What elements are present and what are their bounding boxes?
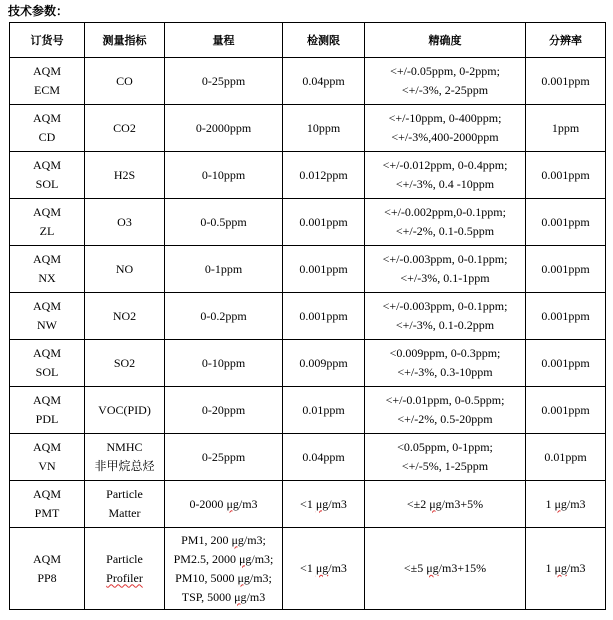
cell-line: CD xyxy=(38,130,56,144)
cell-parameter xyxy=(85,528,165,610)
cell-order-no xyxy=(10,434,85,481)
table-row xyxy=(10,152,606,199)
cell-line: H2S xyxy=(113,167,136,182)
cell-line: 0.01ppm xyxy=(544,449,587,464)
cell-range xyxy=(165,105,283,152)
cell-line: 0.01ppm xyxy=(302,402,345,417)
cell-line: 0-25ppm xyxy=(201,449,246,464)
cell-line: <0.009ppm, 0-0.3ppm; xyxy=(389,346,501,360)
cell-resolution xyxy=(526,246,606,293)
cell-line: 0.04ppm xyxy=(302,449,345,464)
cell-range xyxy=(165,481,283,528)
cell-line: <+/-3%, 0.4 -10ppm xyxy=(395,177,495,191)
cell-line: 0.001ppm xyxy=(299,261,348,276)
cell-line: 0.001ppm xyxy=(541,167,590,182)
cell-line: <+/-2%, 0.5-20ppm xyxy=(397,412,493,426)
cell-line: 0.001ppm xyxy=(299,308,348,323)
cell-line: <1 μg/m3 xyxy=(300,561,347,575)
cell-parameter xyxy=(85,340,165,387)
cell-detection-limit xyxy=(283,387,365,434)
cell-line: CO2 xyxy=(113,120,136,135)
header-accuracy: 精确度 xyxy=(365,23,526,58)
cell-range xyxy=(165,199,283,246)
table-row xyxy=(10,434,606,481)
cell-line: 0.001ppm xyxy=(541,355,590,370)
cell-line: <+/-3%, 2-25ppm xyxy=(401,83,489,97)
cell-line: AQM xyxy=(32,393,61,407)
spec-table xyxy=(9,22,606,610)
cell-line: 0.001ppm xyxy=(541,308,590,323)
cell-accuracy xyxy=(365,434,526,481)
cell-resolution xyxy=(526,199,606,246)
cell-detection-limit xyxy=(283,340,365,387)
header-resolution: 分辨率 xyxy=(526,23,606,58)
cell-line: PMT xyxy=(34,506,60,520)
cell-line: <+/-3%,400-2000ppm xyxy=(391,130,499,144)
cell-line: 0.001ppm xyxy=(541,402,590,417)
cell-line: VOC(PID) xyxy=(98,402,151,417)
cell-parameter xyxy=(85,481,165,528)
cell-line: 0-10ppm xyxy=(201,355,246,370)
cell-order-no xyxy=(10,481,85,528)
cell-line: ECM xyxy=(33,83,60,97)
cell-resolution xyxy=(526,105,606,152)
cell-resolution xyxy=(526,152,606,199)
cell-line: <+/-0.01ppm, 0-0.5ppm; xyxy=(385,393,505,407)
table-row xyxy=(10,387,606,434)
cell-parameter xyxy=(85,58,165,105)
cell-line: 1 μg/m3 xyxy=(545,561,586,575)
cell-line: SOL xyxy=(35,177,59,191)
cell-range xyxy=(165,387,283,434)
table-row xyxy=(10,340,606,387)
table-row xyxy=(10,105,606,152)
cell-detection-limit xyxy=(283,434,365,481)
cell-line: <+/-10ppm, 0-400ppm; xyxy=(388,111,502,125)
cell-line: PDL xyxy=(35,412,59,426)
cell-line: SO2 xyxy=(113,355,136,370)
cell-parameter xyxy=(85,105,165,152)
cell-range xyxy=(165,246,283,293)
cell-order-no xyxy=(10,293,85,340)
cell-accuracy xyxy=(365,293,526,340)
cell-detection-limit xyxy=(283,199,365,246)
cell-order-no xyxy=(10,199,85,246)
cell-line: 0.001ppm xyxy=(299,214,348,229)
header-order-no: 订货号 xyxy=(10,23,85,58)
cell-line: AQM xyxy=(32,440,61,454)
cell-line: NO xyxy=(115,261,134,276)
cell-detection-limit xyxy=(283,293,365,340)
cell-line: Particle xyxy=(106,551,143,566)
cell-accuracy xyxy=(365,199,526,246)
cell-parameter xyxy=(85,293,165,340)
cell-line: PM10, 5000 μg/m3; xyxy=(175,570,272,585)
cell-line: <+/-0.012ppm, 0-0.4ppm; xyxy=(382,158,508,172)
cell-line: 0.009ppm xyxy=(299,355,348,370)
cell-parameter xyxy=(85,246,165,293)
cell-line: NW xyxy=(37,318,57,332)
cell-range xyxy=(165,434,283,481)
cell-line: Particle xyxy=(106,487,143,501)
cell-accuracy xyxy=(365,340,526,387)
cell-resolution xyxy=(526,528,606,610)
cell-order-no xyxy=(10,152,85,199)
table-row xyxy=(10,246,606,293)
cell-line: 10ppm xyxy=(306,120,341,135)
cell-line: SOL xyxy=(35,365,59,379)
cell-detection-limit xyxy=(283,481,365,528)
table-row xyxy=(10,481,606,528)
cell-accuracy xyxy=(365,246,526,293)
cell-range xyxy=(165,152,283,199)
cell-order-no xyxy=(10,105,85,152)
header-detection-limit: 检测限 xyxy=(283,23,365,58)
cell-accuracy xyxy=(365,105,526,152)
cell-line: <0.05ppm, 0-1ppm; xyxy=(397,440,493,454)
cell-line: AQM xyxy=(32,64,61,78)
cell-line: AQM xyxy=(32,346,61,360)
cell-line: NX xyxy=(38,271,56,285)
header-parameter: 测量指标 xyxy=(85,23,165,58)
cell-resolution xyxy=(526,340,606,387)
cell-line: AQM xyxy=(32,111,61,125)
cell-line: AQM xyxy=(32,299,61,313)
cell-accuracy xyxy=(365,152,526,199)
cell-line: 0-1ppm xyxy=(204,261,243,276)
cell-line: AQM xyxy=(32,158,61,172)
cell-resolution xyxy=(526,434,606,481)
cell-line: NO2 xyxy=(112,308,137,323)
cell-range xyxy=(165,528,283,610)
cell-line: ZL xyxy=(39,224,55,238)
table-row xyxy=(10,58,606,105)
cell-line: PP8 xyxy=(37,570,57,585)
cell-resolution xyxy=(526,293,606,340)
cell-detection-limit xyxy=(283,58,365,105)
section-title: 技术参数： xyxy=(8,4,69,18)
cell-detection-limit xyxy=(283,246,365,293)
cell-detection-limit xyxy=(283,152,365,199)
cell-line: AQM xyxy=(32,551,61,566)
cell-parameter xyxy=(85,387,165,434)
cell-line: 0.012ppm xyxy=(299,167,348,182)
cell-line: <+/-3%, 0.3-10ppm xyxy=(397,365,493,379)
cell-line: Profiler xyxy=(106,570,143,585)
cell-line: 0.04ppm xyxy=(302,73,345,88)
cell-line: 1ppm xyxy=(551,120,580,135)
cell-line: Matter xyxy=(108,506,141,520)
cell-line: AQM xyxy=(32,487,61,501)
table-row xyxy=(10,199,606,246)
cell-range xyxy=(165,293,283,340)
cell-range xyxy=(165,340,283,387)
cell-line: PM1, 200 μg/m3; xyxy=(181,532,266,547)
cell-line: 0.001ppm xyxy=(541,73,590,88)
cell-line: 0-0.5ppm xyxy=(200,214,247,229)
cell-detection-limit xyxy=(283,105,365,152)
cell-accuracy xyxy=(365,481,526,528)
cell-accuracy xyxy=(365,387,526,434)
cell-line: <±2 μg/m3+5% xyxy=(406,496,484,511)
cell-resolution xyxy=(526,58,606,105)
cell-line: AQM xyxy=(32,205,61,219)
cell-line: AQM xyxy=(32,252,61,266)
cell-line: <+/-0.05ppm, 0-2ppm; xyxy=(390,64,500,78)
cell-order-no xyxy=(10,387,85,434)
cell-line: 0-0.2ppm xyxy=(200,308,247,323)
cell-line: CO xyxy=(116,73,133,88)
cell-parameter xyxy=(85,434,165,481)
cell-line: <+/-3%, 0.1-1ppm xyxy=(400,271,490,285)
header-range: 量程 xyxy=(165,23,283,58)
cell-line: VN xyxy=(38,459,56,473)
cell-accuracy xyxy=(365,528,526,610)
cell-detection-limit xyxy=(283,528,365,610)
cell-line: <+/-0.003ppm, 0-0.1ppm; xyxy=(382,299,508,313)
cell-parameter xyxy=(85,152,165,199)
cell-line: 0-25ppm xyxy=(201,73,246,88)
cell-line: PM2.5, 2000 μg/m3; xyxy=(173,551,274,566)
cell-line: <+/-0.002ppm,0-0.1ppm; xyxy=(384,205,506,219)
cell-range xyxy=(165,58,283,105)
cell-order-no xyxy=(10,58,85,105)
table-row xyxy=(10,528,606,610)
cell-line: TSP, 5000 μg/m3 xyxy=(181,589,266,604)
cell-parameter xyxy=(85,199,165,246)
cell-line: <+/-2%, 0.1-0.5ppm xyxy=(395,224,495,238)
cell-accuracy xyxy=(365,58,526,105)
cell-line: 非甲烷总烃 xyxy=(94,459,155,473)
cell-order-no xyxy=(10,340,85,387)
cell-line: <+/-0.003ppm, 0-0.1ppm; xyxy=(382,252,508,266)
cell-line: <1 μg/m3 xyxy=(300,496,347,511)
cell-line: <+/-3%, 0.1-0.2ppm xyxy=(395,318,495,332)
cell-line: 0.001ppm xyxy=(541,261,590,276)
cell-line: 0-20ppm xyxy=(201,402,246,417)
cell-line: 0.001ppm xyxy=(541,214,590,229)
cell-line: 1 μg/m3 xyxy=(545,496,586,511)
cell-line: 0-2000ppm xyxy=(195,120,252,135)
cell-line: 0-10ppm xyxy=(201,167,246,182)
cell-line: <+/-5%, 1-25ppm xyxy=(401,459,489,473)
cell-order-no xyxy=(10,246,85,293)
cell-line: <±5 μg/m3+15% xyxy=(403,561,487,575)
header-row xyxy=(10,23,606,58)
cell-line: O3 xyxy=(117,214,132,229)
cell-line: NMHC xyxy=(106,440,143,454)
cell-resolution xyxy=(526,481,606,528)
table-row xyxy=(10,293,606,340)
cell-line: 0-2000 μg/m3 xyxy=(189,496,258,511)
cell-resolution xyxy=(526,387,606,434)
cell-order-no xyxy=(10,528,85,610)
